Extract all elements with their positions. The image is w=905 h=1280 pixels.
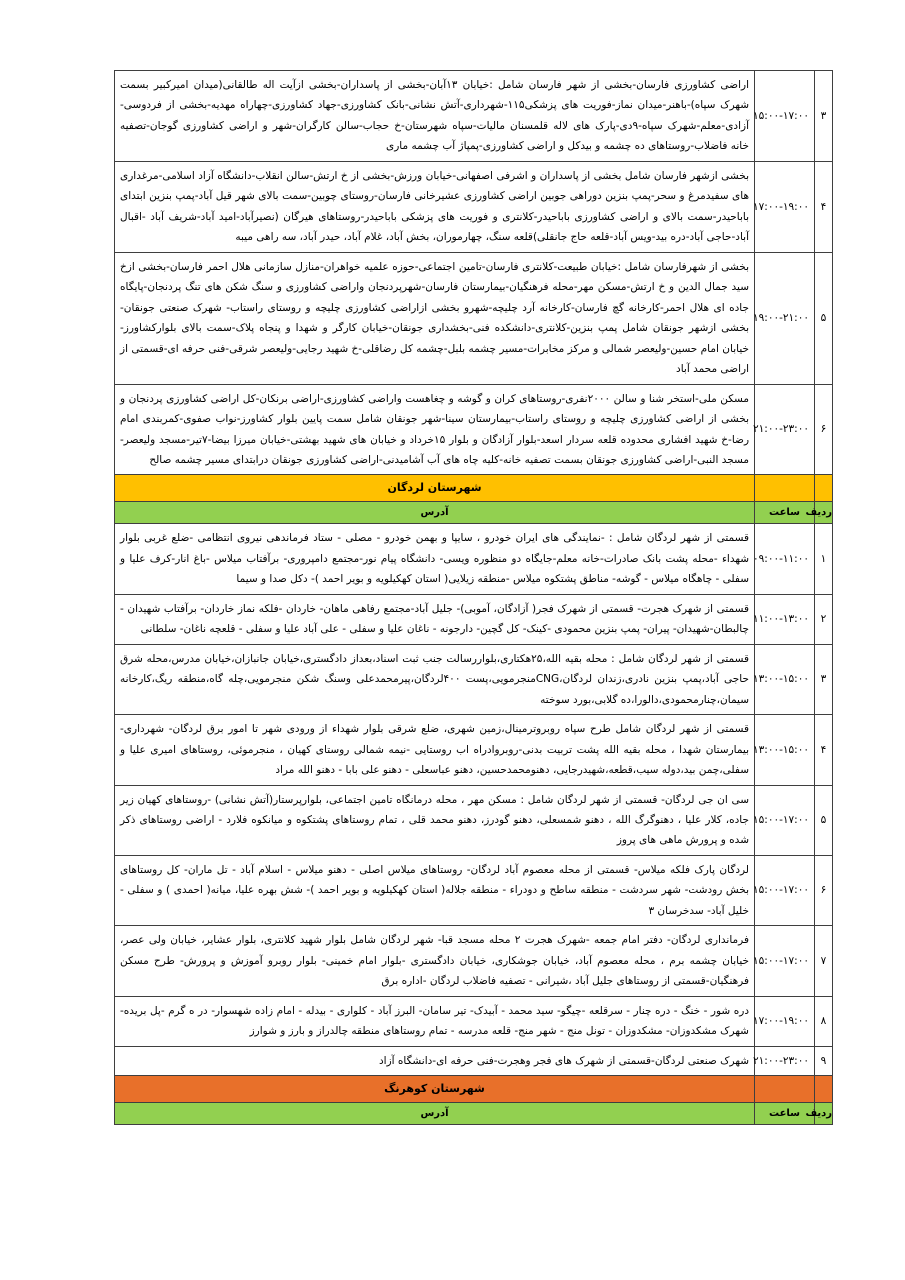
row-time-cell: ۱۷:۰۰-۱۹:۰۰ — [755, 996, 815, 1046]
outage-schedule-table — [114, 70, 833, 1125]
row-address-cell: فرمانداری لردگان- دفتر امام جمعه -شهرک هجرت ۲ محله مسجد قبا- شهر لردگان شامل بلوار شهید کلانتری، بلوار عشایر، خیابان ولی عصر، خیابان چشمه برم ، محله معصوم آباد، خیابان جوشکاری، خیابان دادگستری -بلوار امام خمینی- بلوار روبرو آموزش و پرورش- طرح مسکن فرهنگیان-قسمتی از روستاهای جلیل آباد ،شیرانی - تصفیه فاضلاب لردگان -اداره برق — [115, 926, 755, 996]
column-header-row-lordegan — [115, 501, 833, 524]
row-time-cell: ۱۵:۰۰-۱۷:۰۰ — [755, 855, 815, 925]
column-header-row-koohrang — [115, 1102, 833, 1125]
row-number-cell: ۳ — [815, 71, 833, 162]
row-number-cell: ۲ — [815, 594, 833, 644]
row-number-cell: ۷ — [815, 926, 833, 996]
row-time-cell: ۱۹:۰۰-۲۱:۰۰ — [755, 252, 815, 384]
row-address-cell: بخشی ازشهر فارسان شامل بخشی از پاسداران و اشرفی اصفهانی-خیابان ورزش-بخشی از خ ارتش-سالن انقلاب-دانشگاه آزاد اسلامی-مرغداری های سفیدمرغ و سحر-پمپ بنزین دوراهی جوبین اراضی کشاورزی عشیرخانی فارسان-روستای چوبین-سمت بالای شهر قیل آباد-پمپ بنزین ابتدای باباحیدر-سمت بالای و اراضی کشاورزی باباحیدر-کلانتری و فوریت های پزشکی باباحیدر-روستاهای هیرگان (نصیرآباد-امید آباد-شریف آباد -اقبال آباد-حاجی آباد-دره بید-ویس آباد-قلعه حاج جانقلی)قلعه سنگ، چهارموران، بخش آباد، غلام آباد، حیدر آباد، سه راهی میبه — [115, 161, 755, 252]
row-number-cell: ۶ — [815, 855, 833, 925]
row-number-cell: ۱ — [815, 524, 833, 594]
row-address-cell: لردگان پارک فلکه میلاس- قسمتی از محله معصوم آباد لردگان- روستاهای میلاس اصلی - دهنو میلاس - اسلام آباد - تل ماران- کل روستاهای بخش رودشت- شهر سردشت - منطقه ساطح و دودراء - منطقه جلاله( استان کهکیلویه و بویر احمد )- شش بهره علیا، میانه( احمدی ) و سفلی - خلیل آباد- سدخرسان ۳ — [115, 855, 755, 925]
city-band-koohrang — [115, 1076, 833, 1102]
row-number-cell: ۶ — [815, 384, 833, 475]
city-band-spacer-time — [755, 475, 815, 501]
row-address-cell: دره شور - خنگ - دره چنار - سرقلعه -چیگو- سید محمد - آبیدک- تیر سامان- البرز آباد - کلواری - بیدله - امام زاده شهسوار- در ه گرم -پل بریده- شهرک مشکدوزان- مشکدوزان - تونل منج - شهر منج- قلعه مدرسه - تمام روستاهای منطقه چالدراز و بارز و شوارز — [115, 996, 755, 1046]
column-header-address: آدرس — [115, 1102, 755, 1125]
table-row — [115, 71, 833, 162]
table-row — [115, 996, 833, 1046]
table-row — [115, 715, 833, 785]
row-time-cell: ۰۹:۰۰-۱۱:۰۰ — [755, 524, 815, 594]
row-address-cell: مسکن ملی-استخر شنا و سالن ۲۰۰۰نفری-روستاهای کران و گوشه و چغاهست واراضی کشاورزی-اراضی برنکان-کل اراضی کشاورزی پردنجان و بخشی از اراضی کشاورزی چلیچه و روستای راستاب-بیمارستان سینا-شهر جونقان شامل سمت پایین بلوار کشاورز-نواب صفوی-کمربندی امام رضا-خ شهید افشاری محدوده قلعه سردار اسعد-بلوار آزادگان و بلوار ۱۵خرداد و خیابان های شهید بهشتی-خیابان میرزا بیضا-۷تیر-مسجد ولیعصر-مسجد النبی-اراضی کشاورزی جونقان بسمت تصفیه خانه-کلیه چاه های آب آشامیدنی-اراضی کشاورزی جونقان درابتدای مسیر چشمه صالح — [115, 384, 755, 475]
table-row — [115, 524, 833, 594]
row-number-cell: ۸ — [815, 996, 833, 1046]
row-time-cell: ۱۱:۰۰-۱۳:۰۰ — [755, 594, 815, 644]
row-address-cell: اراضی کشاورزی فارسان-بخشی از شهر فارسان شامل :خیابان ۱۳آبان-بخشی از پاسداران-بخشی ازآیت اله طالقانی(میدان امیرکبیر بسمت شهرک سپاه)-باهنر-میدان نماز-فوریت های پزشکی۱۱۵-شهرداری-آتش نشانی-بانک کشاورزی-جهاد کشاورزی-چهاراه مهدیه-بخشی از فردوسی-آزادی-معلم-شهرک سپاه-۹دی-پارک های لاله قلمسنان مالیات-سپاه شهرستان-خ حجاب-سالن کارگران-شهر و اراضی کشاورزی گوجان-تصفیه خانه فاضلاب-روستاهای ده چشمه و بیدکل و اراضی کشاورزی-پمپاژ آب چشمه ماری — [115, 71, 755, 162]
column-header-address: آدرس — [115, 501, 755, 524]
city-band-spacer-number — [815, 1076, 833, 1102]
table-row — [115, 384, 833, 475]
row-address-cell: شهرک صنعتی لردگان-قسمتی از شهرک های فجر وهجرت-فنی حرفه ای-دانشگاه آزاد — [115, 1046, 755, 1075]
table-row — [115, 855, 833, 925]
row-address-cell: قسمتی از شهر لردگان شامل : محله بقیه الله،۲۵هکتاری،بلواررسالت جنب ثبت اسناد،بعداز دادگستری،خیابان جانبازان،خیابان مدرس،محله شرق حاجی آباد،پمپ بنزین نادری،زندان لردگان،CNGمنجرمویی،پست ۴۰۰لردگان،پیرمحمدعلی وسنگ شکن منجرمویی،چله گاه،منطقه ریگ،کارخانه سیمان،چنارمحمودی،دالورا،ده گلابی،بورد سوخته — [115, 644, 755, 714]
row-address-cell: بخشی از شهرفارسان شامل :خیابان طبیعت-کلانتری فارسان-تامین اجتماعی-حوزه علمیه خواهران-منازل سازمانی هلال احمر فارسان-بخشی ازخ سید جمال الدین و خ ارتش-مسکن مهر-محله فرهنگیان-بیمارستان فارسان-شهرپردنجان واراضی کشاورزی و سنگ شکن های تنگ پردنجان-پایگاه جاده ای هلال احمر-کارخانه گچ فارسان-کارخانه آرد چلیچه-شهرو بخشی ازاراضی کشاورزی چلیچه و روستای راستاب- شهرک صنعتی جونقان-بخشی ازشهر جونقان شامل پمپ بنزین-کلانتری-دانشکده فنی-بخشداری جونقان-خیابان کارگر و شهدا و پنجاه پلاک-سمت بالای بلوارکشاورز-خیابان امام حسین-ولیعصر شمالی و مرکز مخابرات-مسیر چشمه بلبل-چشمه کل رضاقلی-خ شهید رجایی-ولیعصر شرقی-فنی حرفه ای-قسمتی از اراضی محمد آباد — [115, 252, 755, 384]
row-time-cell: ۱۳:۰۰-۱۵:۰۰ — [755, 715, 815, 785]
column-header-time: ساعت — [755, 501, 815, 524]
row-address-cell: سی ان جی لردگان- قسمتی از شهر لردگان شامل : مسکن مهر ، محله درمانگاه تامین اجتماعی، بلوارپرستار(آتش نشانی) -روستاهای کهیان زیر جاده، کلار علیا ، دهنوگرگ الله ، دهنو شمسعلی، دهنو گودرز، دهنو محمد قلی ، تمام روستاهای پشتکوه و میانکوه فلارد - اراضی روستاهای ذکر شده و پرورش ماهی های پروز — [115, 785, 755, 855]
row-time-cell: ۱۷:۰۰-۱۹:۰۰ — [755, 161, 815, 252]
row-number-cell: ۹ — [815, 1046, 833, 1075]
row-address-cell: قسمتی از شهرک هجرت- قسمتی از شهرک فجر( آزادگان، آموبی)- جلیل آباد-مجتمع رفاهی ماهان- خاردان -فلکه نماز خاردان- برآفتاب شهیدان - چالبطان-شهیدان- پیران- پمپ بنزین محمودی -کینک- کل گچین- دارجونه - ناغان علیا و سفلی - علی آباد علیا و سفلی - قلعچه ناغان- سلطانی — [115, 594, 755, 644]
column-header-time: ساعت — [755, 1102, 815, 1125]
row-number-cell: ۵ — [815, 252, 833, 384]
row-time-cell: ۱۵:۰۰-۱۷:۰۰ — [755, 785, 815, 855]
row-time-cell: ۲۱:۰۰-۲۳:۰۰ — [755, 1046, 815, 1075]
table-row — [115, 926, 833, 996]
table-row — [115, 594, 833, 644]
city-band-spacer-number — [815, 475, 833, 501]
table-row — [115, 1046, 833, 1075]
city-band-spacer-time — [755, 1076, 815, 1102]
table-row — [115, 161, 833, 252]
row-number-cell: ۴ — [815, 161, 833, 252]
row-time-cell: ۱۳:۰۰-۱۵:۰۰ — [755, 644, 815, 714]
row-number-cell: ۵ — [815, 785, 833, 855]
schedule-body — [115, 71, 833, 1125]
table-row — [115, 252, 833, 384]
row-number-cell: ۴ — [815, 715, 833, 785]
table-row — [115, 644, 833, 714]
row-time-cell: ۱۵:۰۰-۱۷:۰۰ — [755, 926, 815, 996]
column-header-row-number: ردیف — [815, 1102, 833, 1125]
column-header-row-number: ردیف — [815, 501, 833, 524]
row-number-cell: ۳ — [815, 644, 833, 714]
city-band-lordegan — [115, 475, 833, 501]
row-time-cell: ۱۵:۰۰-۱۷:۰۰ — [755, 71, 815, 162]
row-address-cell: قسمتی از شهر لردگان شامل طرح سپاه روبروترمینال،زمین شهری، ضلع شرقی بلوار شهداء از ورودی شهر تا امور برق لردگان- شهرداری- بیمارستان شهدا ، محله بقیه الله پشت تربیت بدنی-روبروادراه اب روستایی -نیمه شمالی روستای کهیان ، منجرموئی، روستاهای امیری علیا و سفلی،چمن بید،دوله سیب،قطعه،شهیدرجایی، دهنومحمدحسین، دهنو عباسعلی - دهنو علی بابا - دهنو الله مراد — [115, 715, 755, 785]
city-band-label: شهرستان لردگان — [115, 475, 755, 501]
table-row — [115, 785, 833, 855]
row-time-cell: ۲۱:۰۰-۲۳:۰۰ — [755, 384, 815, 475]
row-address-cell: قسمتی از شهر لردگان شامل : -نمایندگی های ایران خودرو ، سایپا و بهمن خودرو - مصلی - ستاد فرماندهی نیروی انتظامی -ضلع غربی بلوار شهداء -محله پشت بانک صادرات-خانه معلم-جایگاه دو منظوره ویسی- دانشگاه پیام نور-مجتمع دامپروری- برآفتاب میلاس -باغ انار-کرف علیا و سفلی - چاهگاه میلاس - گوشه- مناطق پشتکوه میلاس -منطقه زیلایی( استان کهکیلویه و بویر احمد )- دکل صدا و سیما — [115, 524, 755, 594]
city-band-label: شهرستان کوهرنگ — [115, 1076, 755, 1102]
